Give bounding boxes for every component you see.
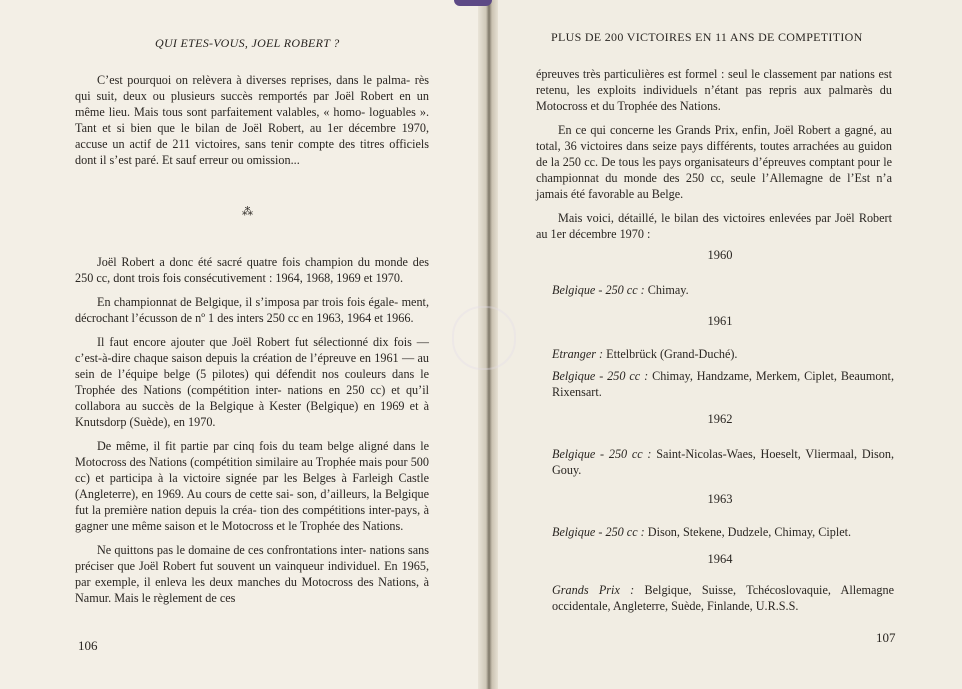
left-paragraph: En championnat de Belgique, il s’imposa par trois fois égale- ment, décrochant l’écusson de nº 1 des inters 250 cc en 1963, 1964 et 1966. (75, 295, 429, 325)
entry-places: Chimay. (647, 283, 689, 297)
entry-category-label: Grands Prix : (552, 583, 645, 597)
right-paragraph: Mais voici, détaillé, le bilan des victoires enlevées par Joël Robert au 1er décembre 1970 : (536, 211, 892, 241)
left-intro-paragraph: C’est pourquoi on relèvera à diverses reprises, dans le palma- rès qui suit, deux ou plusieurs succès remportés par Joël Robert en un même lieu. Mais tous sont parfaitement valables, « homo- loguables ». Tant et si bien que le bilan de Joël Robert, au 1er décembre 1970, accuse un actif de 211 victoires, sans tenir compte des titres officiels dont il s’est paré. Et sauf erreur ou omission... (75, 73, 429, 167)
entry-places: Chimay, Handzame, Merkem, Ciplet, Beaumont, Rixensart. (552, 369, 894, 399)
year-heading: 1964 (707, 552, 733, 566)
left-page-number: 106 (78, 638, 98, 653)
left-paragraph: Joël Robert a donc été sacré quatre fois champion du monde des 250 cc, dont trois fois consécutivement : 1964, 1968, 1969 et 1970. (75, 255, 429, 285)
entry-category-label: Etranger : (552, 347, 607, 361)
bookmark-ribbon (454, 0, 492, 6)
left-body-text (75, 254, 429, 614)
right-paragraph: En ce qui concerne les Grands Prix, enfin, Joël Robert a gagné, au total, 36 victoires dans seize pays différents, toutes arrachées au guidon de la 250 cc. De tous les pays organisateurs d’épreuves comptant pour le championnat du monde des 250 cc, seule l’Allemagne de l’Est n’a jamais été favorable au Belge. (536, 123, 892, 201)
victory-entry (552, 446, 894, 478)
entry-places: Belgique, Suisse, Tchécoslovaquie, Allemagne occidentale, Angleterre, Suède, Finlande, U.R.S.S. (552, 583, 894, 613)
victory-entry (552, 282, 894, 298)
left-paragraph: Ne quittons pas le domaine de ces confrontations inter- nations sans préciser que Joël Robert fut souvent un vainqueur individuel. En 1965, par exemple, il enleva les deux manches du Motocross des Nations, à Namur. Mais le règlement de ces (75, 543, 429, 605)
left-paragraph: Il faut encore ajouter que Joël Robert fut sélectionné dix fois — c’est-à-dire chaque saison depuis la création de l’épreuve en 1961 — au sein de l’équipe belge (5 pilotes) qui défendit nos couleurs dans le Trophée des Nations (compétition inter- nations en 250 cc) et qu’il collabora au succès de la Belgique à Kester (Belgique) en 1969 et à Knutsdorp (Suède), en 1970. (75, 335, 429, 429)
year-heading: 1961 (707, 314, 733, 328)
entry-places: Saint-Nicolas-Waes, Hoeselt, Vliermaal, Dison, Gouy. (552, 447, 894, 477)
victory-entry (552, 524, 894, 540)
entry-category-label: Belgique - 250 cc : (552, 369, 653, 383)
left-running-header: QUI ETES-VOUS, JOEL ROBERT ? (155, 36, 340, 50)
right-paragraph: épreuves très particulières est formel : seul le classement par nations est retenu, les exploits individuels n’étant pas repris aux palmarès du Motocross et du Trophée des Nations. (536, 67, 892, 113)
entry-category-label: Belgique - 250 cc : (552, 447, 657, 461)
victory-entry (552, 368, 894, 400)
faded-stamp-watermark (452, 306, 516, 370)
year-heading: 1960 (707, 248, 733, 262)
victory-entry (552, 346, 894, 362)
year-heading: 1963 (707, 492, 733, 506)
right-intro-text (536, 66, 892, 250)
entry-category-label: Belgique - 250 cc : (552, 283, 648, 297)
section-separator-asterism: ⁂ (242, 206, 253, 218)
left-paragraph: De même, il fit partie par cinq fois du team belge aligné dans le Motocross des Nations (compétition similaire au Trophée mais pour 500 cc) et participa à la victoire signée par les Belges à Farleigh Castle (Angleterre), en 1969. Au cours de cette sai- son, d’ailleurs, la Belgique fut la première nation depuis la créa- tion des compétitions inter-pays, à gagner une même saison et le Motocross et le Trophée des Nations. (75, 439, 429, 533)
entry-category-label: Belgique - 250 cc : (552, 525, 648, 539)
victory-entry (552, 582, 894, 614)
right-page-number: 107 (876, 630, 896, 645)
right-running-header: PLUS DE 200 VICTOIRES EN 11 ANS DE COMPETITION (551, 30, 863, 44)
left-paragraph-intro (75, 72, 429, 168)
year-heading: 1962 (707, 412, 733, 426)
entry-places: Ettelbrück (Grand-Duché). (606, 347, 738, 361)
entry-places: Dison, Stekene, Dudzele, Chimay, Ciplet. (647, 525, 852, 539)
